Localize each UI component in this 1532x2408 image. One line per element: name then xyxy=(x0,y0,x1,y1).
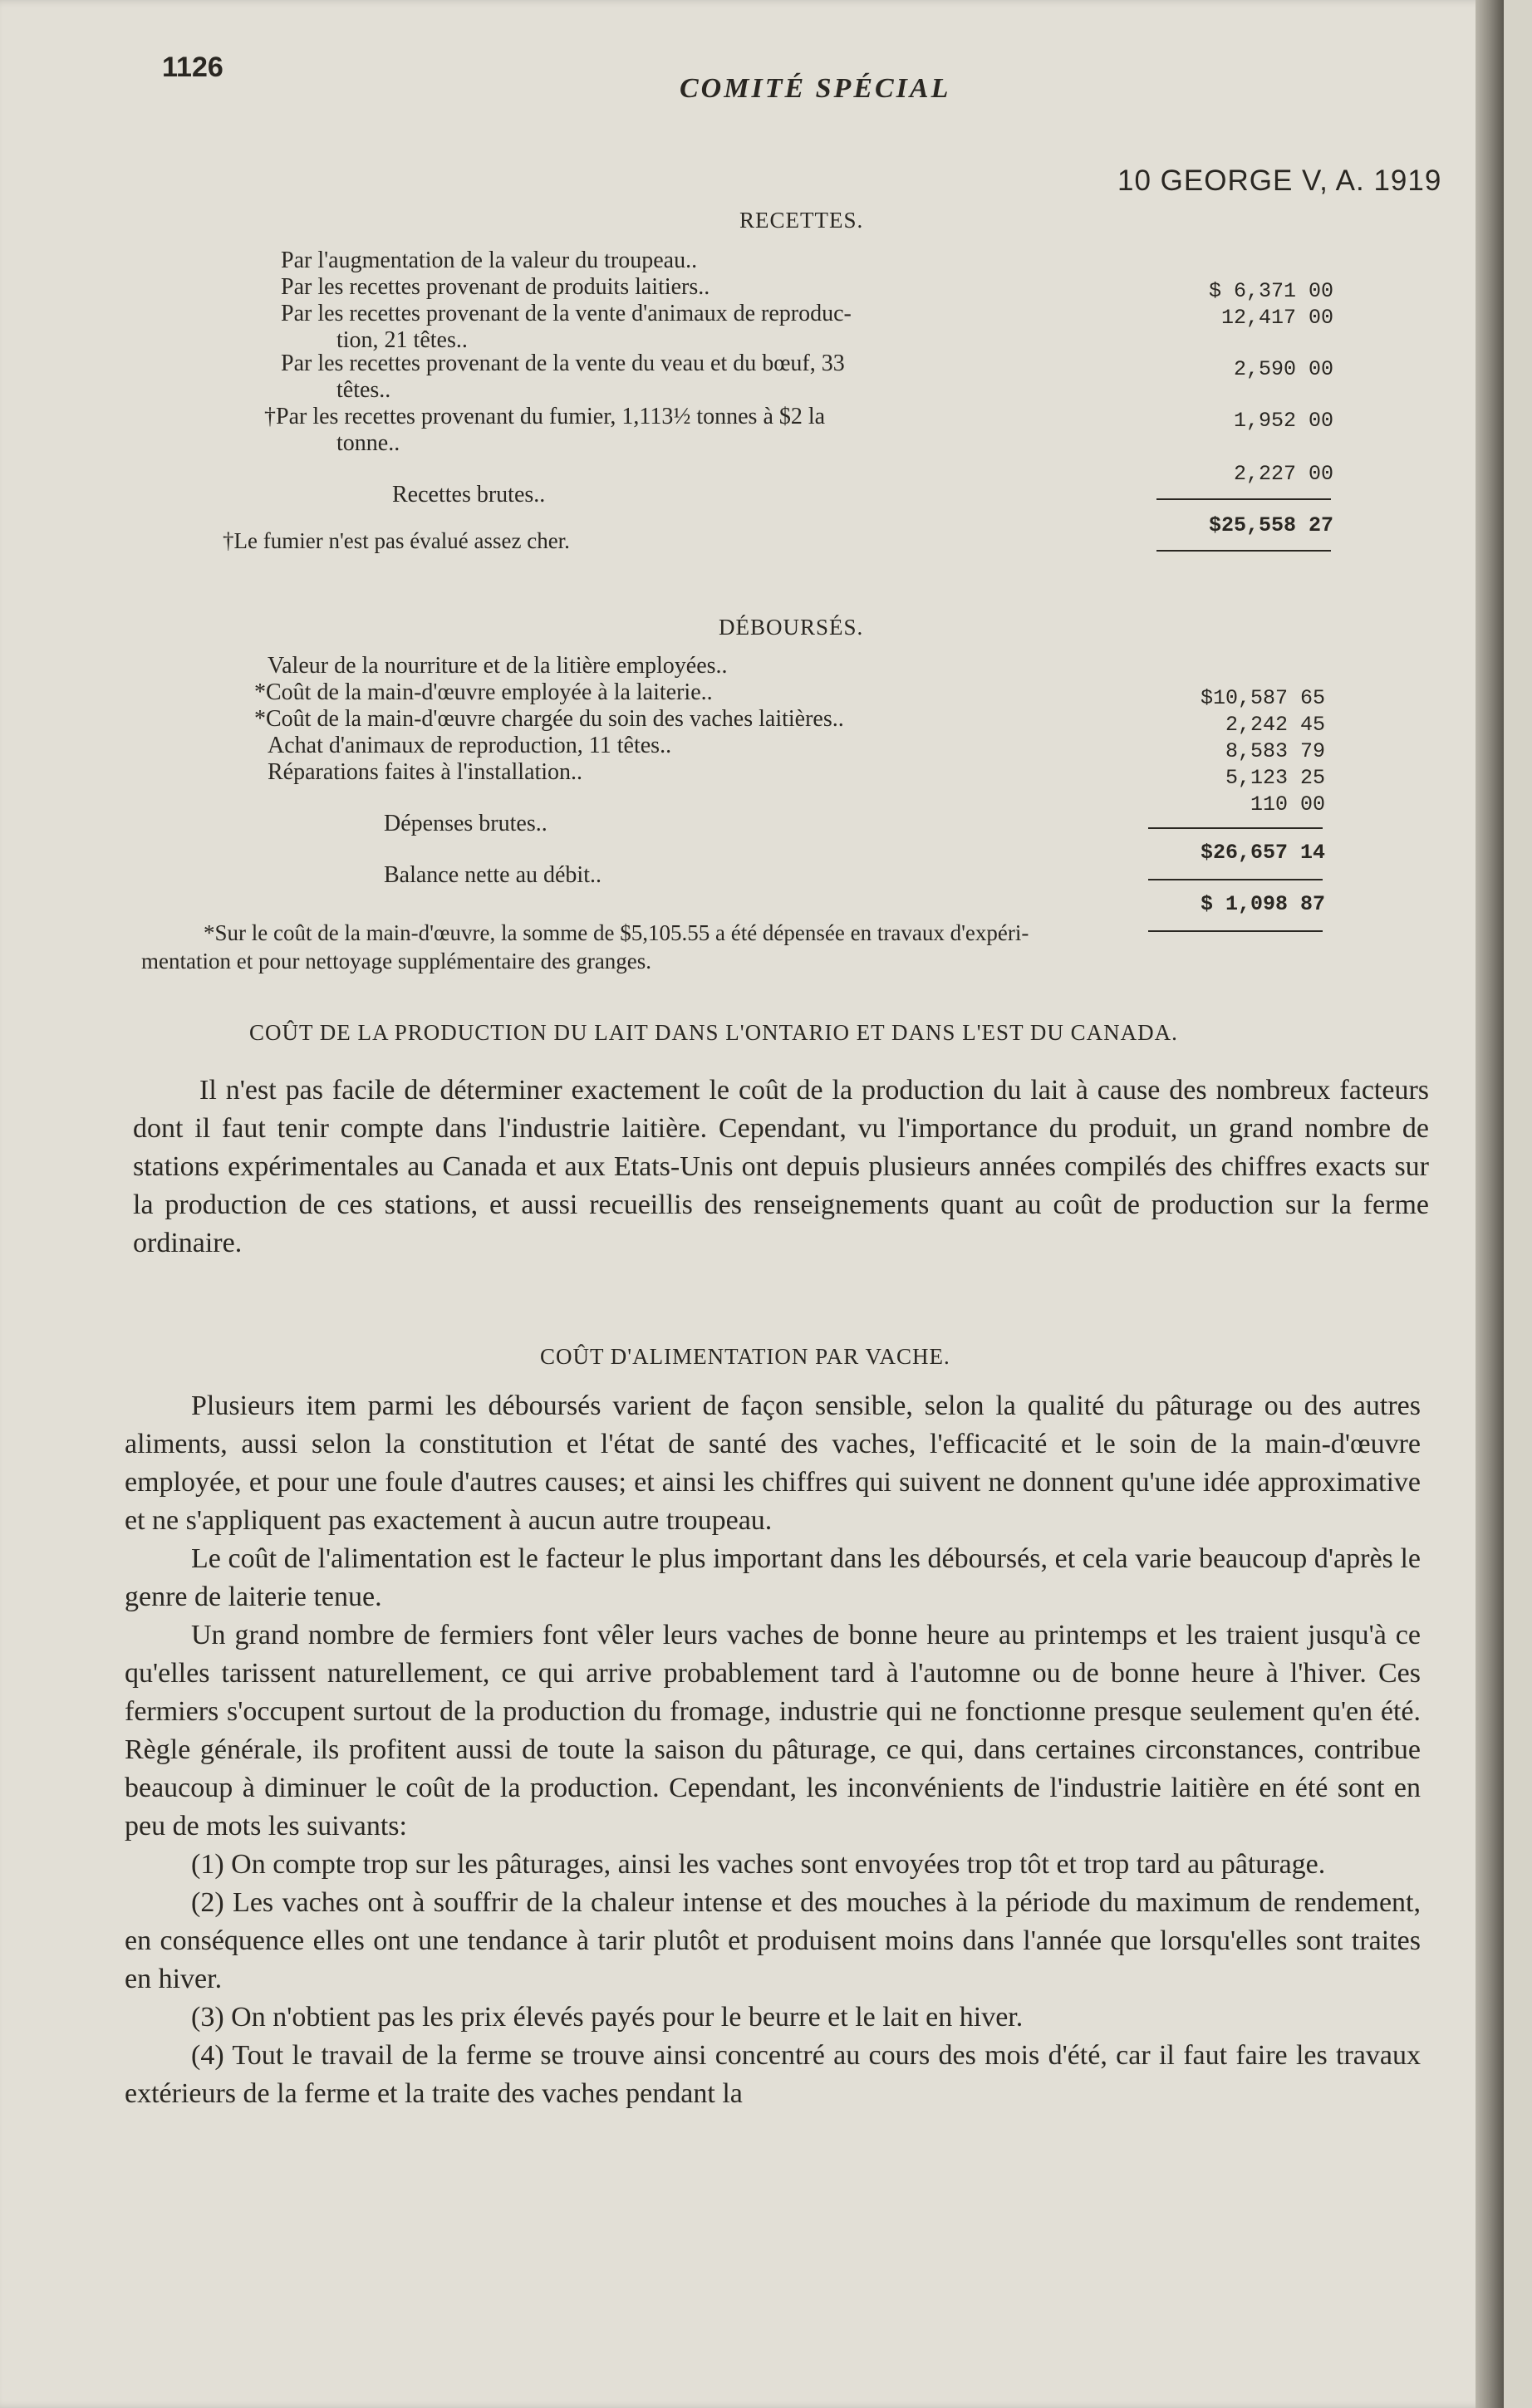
recettes-item-5: †Par les recettes provenant du fumier, 1,113½ tonnes à $2 la xyxy=(264,404,826,429)
recettes-total-label: Recettes brutes.. xyxy=(392,482,546,508)
debourses-amount-1: $10,587 65 xyxy=(1200,686,1325,710)
balance-amount: $ 1,098 87 xyxy=(1200,892,1325,916)
debourses-total-rule xyxy=(1148,879,1323,880)
section2-heading: COÛT D'ALIMENTATION PAR VACHE. xyxy=(540,1344,950,1369)
recettes-amount-1: $ 6,371 00 xyxy=(1208,279,1333,303)
debourses-item-4: Achat d'animaux de reproduction, 11 têtes.. xyxy=(268,733,672,758)
section1-paragraph: Il n'est pas facile de déterminer exactement le coût de la production du lait à cause des nombreux facteurs dont il faut tenir compte dans l'industrie laitière. Cependant, vu l'importance du produit, un grand nombre de stations expérimentales au Canada et aux Etats-Unis ont depuis plusieurs années compilés des chiffres exacts sur la production de ces stations, et aussi recueillis des renseignements quant au coût de production sur la ferme ordinaire. xyxy=(133,1075,1429,1258)
section2-paragraph-2: Le coût de l'alimentation est le facteur le plus important dans les déboursés, et cela varie beaucoup d'après le genre de laiterie tenue. xyxy=(125,1543,1421,1612)
section2-paragraph-5: (2) Les vaches ont à souffrir de la chaleur intense et des mouches à la période du maximum de rendement, en conséquence elles ont une tendance à tarir plutôt et produisent moins dans l'année que lorsqu'elles sont traites en hiver. xyxy=(125,1887,1421,1994)
section1-heading: COÛT DE LA PRODUCTION DU LAIT DANS L'ONTARIO ET DANS L'EST DU CANADA. xyxy=(249,1020,1178,1045)
section2-paragraph-6: (3) On n'obtient pas les prix élevés payés pour le beurre et le lait en hiver. xyxy=(191,2002,1024,2033)
recettes-footnote: †Le fumier n'est pas évalué assez cher. xyxy=(223,528,570,553)
recettes-item-1: Par l'augmentation de la valeur du troupeau.. xyxy=(281,248,698,273)
recettes-item-3-cont: tion, 21 têtes.. xyxy=(336,327,468,353)
balance-rule xyxy=(1148,930,1323,932)
recettes-total-amount: $25,558 27 xyxy=(1208,513,1333,537)
debourses-total-amount: $26,657 14 xyxy=(1200,841,1325,865)
debourses-total-label: Dépenses brutes.. xyxy=(384,811,547,836)
recettes-amount-5: 2,227 00 xyxy=(1233,462,1333,486)
section1-body xyxy=(133,1072,1429,1263)
recettes-item-4: Par les recettes provenant de la vente du veau et du bœuf, 33 xyxy=(281,351,845,376)
debourses-amount-4: 5,123 25 xyxy=(1225,766,1325,790)
recettes-amount-4: 1,952 00 xyxy=(1233,409,1333,433)
debourses-footnote-line-2: mentation et pour nettoyage supplémentaire des granges. xyxy=(141,949,652,973)
recettes-heading: RECETTES. xyxy=(739,208,864,233)
running-head: COMITÉ SPÉCIAL xyxy=(680,73,951,104)
page-number: 1126 xyxy=(162,51,223,83)
session-label: 10 GEORGE V, A. 1919 xyxy=(1117,164,1442,197)
debourses-item-3: *Coût de la main-d'œuvre chargée du soin des vaches laitières.. xyxy=(254,706,844,732)
debourses-amount-3: 8,583 79 xyxy=(1225,739,1325,763)
debourses-heading: DÉBOURSÉS. xyxy=(719,615,864,640)
section2-paragraph-1: Plusieurs item parmi les déboursés varient de façon sensible, selon la qualité du pâturage ou des autres aliments, aussi selon la constitution et l'état de santé des vaches, l'efficacité et le soin de la main-d'œuvre employée, et pour une foule d'autres causes; et ainsi les chiffres qui suivent ne donnent qu'une idée approximative et ne s'appliquent pas exactement à aucun autre troupeau. xyxy=(125,1390,1421,1536)
recettes-item-4-cont: têtes.. xyxy=(336,377,391,403)
recettes-subtotal-rule xyxy=(1156,498,1331,500)
section2-paragraph-4: (1) On compte trop sur les pâturages, ainsi les vaches sont envoyées trop tôt et trop tard au pâturage. xyxy=(191,1849,1326,1880)
recettes-amount-2: 12,417 00 xyxy=(1220,306,1333,330)
recettes-item-2: Par les recettes provenant de produits laitiers.. xyxy=(281,274,710,300)
section2-paragraph-3: Un grand nombre de fermiers font vêler leurs vaches de bonne heure au printemps et les traient jusqu'à ce qu'elles tarissent naturellement, ce qui arrive probablement tard à l'automne ou de bonne heure à l'hiver. Ces fermiers s'occupent surtout de la production du fromage, industrie qui ne fonctionne presque seulement qu'en été. Règle générale, ils profitent aussi de toute la saison du pâturage, ce qui, dans certaines circonstances, contribue beaucoup à diminuer le coût de la production. Cependant, les inconvénients de l'industrie laitière en été sont en peu de mots les suivants: xyxy=(125,1620,1421,1842)
debourses-footnote-line-1: *Sur le coût de la main-d'œuvre, la somme de $5,105.55 a été dépensée en travaux d'expéri- xyxy=(204,920,1029,945)
recettes-total-rule xyxy=(1156,550,1331,552)
debourses-subtotal-rule xyxy=(1148,827,1323,829)
debourses-item-2: *Coût de la main-d'œuvre employée à la laiterie.. xyxy=(254,679,713,705)
recettes-item-5-cont: tonne.. xyxy=(336,430,400,456)
balance-label: Balance nette au débit.. xyxy=(384,862,602,888)
debourses-item-5: Réparations faites à l'installation.. xyxy=(268,759,583,785)
section2-body xyxy=(125,1387,1421,2113)
debourses-item-1: Valeur de la nourriture et de la litière employées.. xyxy=(268,653,728,679)
page-edge-shadow xyxy=(1476,0,1504,2408)
debourses-amount-5: 110 00 xyxy=(1250,792,1325,817)
recettes-item-3: Par les recettes provenant de la vente d'animaux de reproduc- xyxy=(281,301,852,326)
section2-paragraph-7: (4) Tout le travail de la ferme se trouve ainsi concentré au cours des mois d'été, car il faut faire les travaux extérieurs de la ferme et la traite des vaches pendant la xyxy=(125,2040,1421,2109)
recettes-amount-3: 2,590 00 xyxy=(1233,357,1333,381)
debourses-amount-2: 2,242 45 xyxy=(1225,713,1325,737)
